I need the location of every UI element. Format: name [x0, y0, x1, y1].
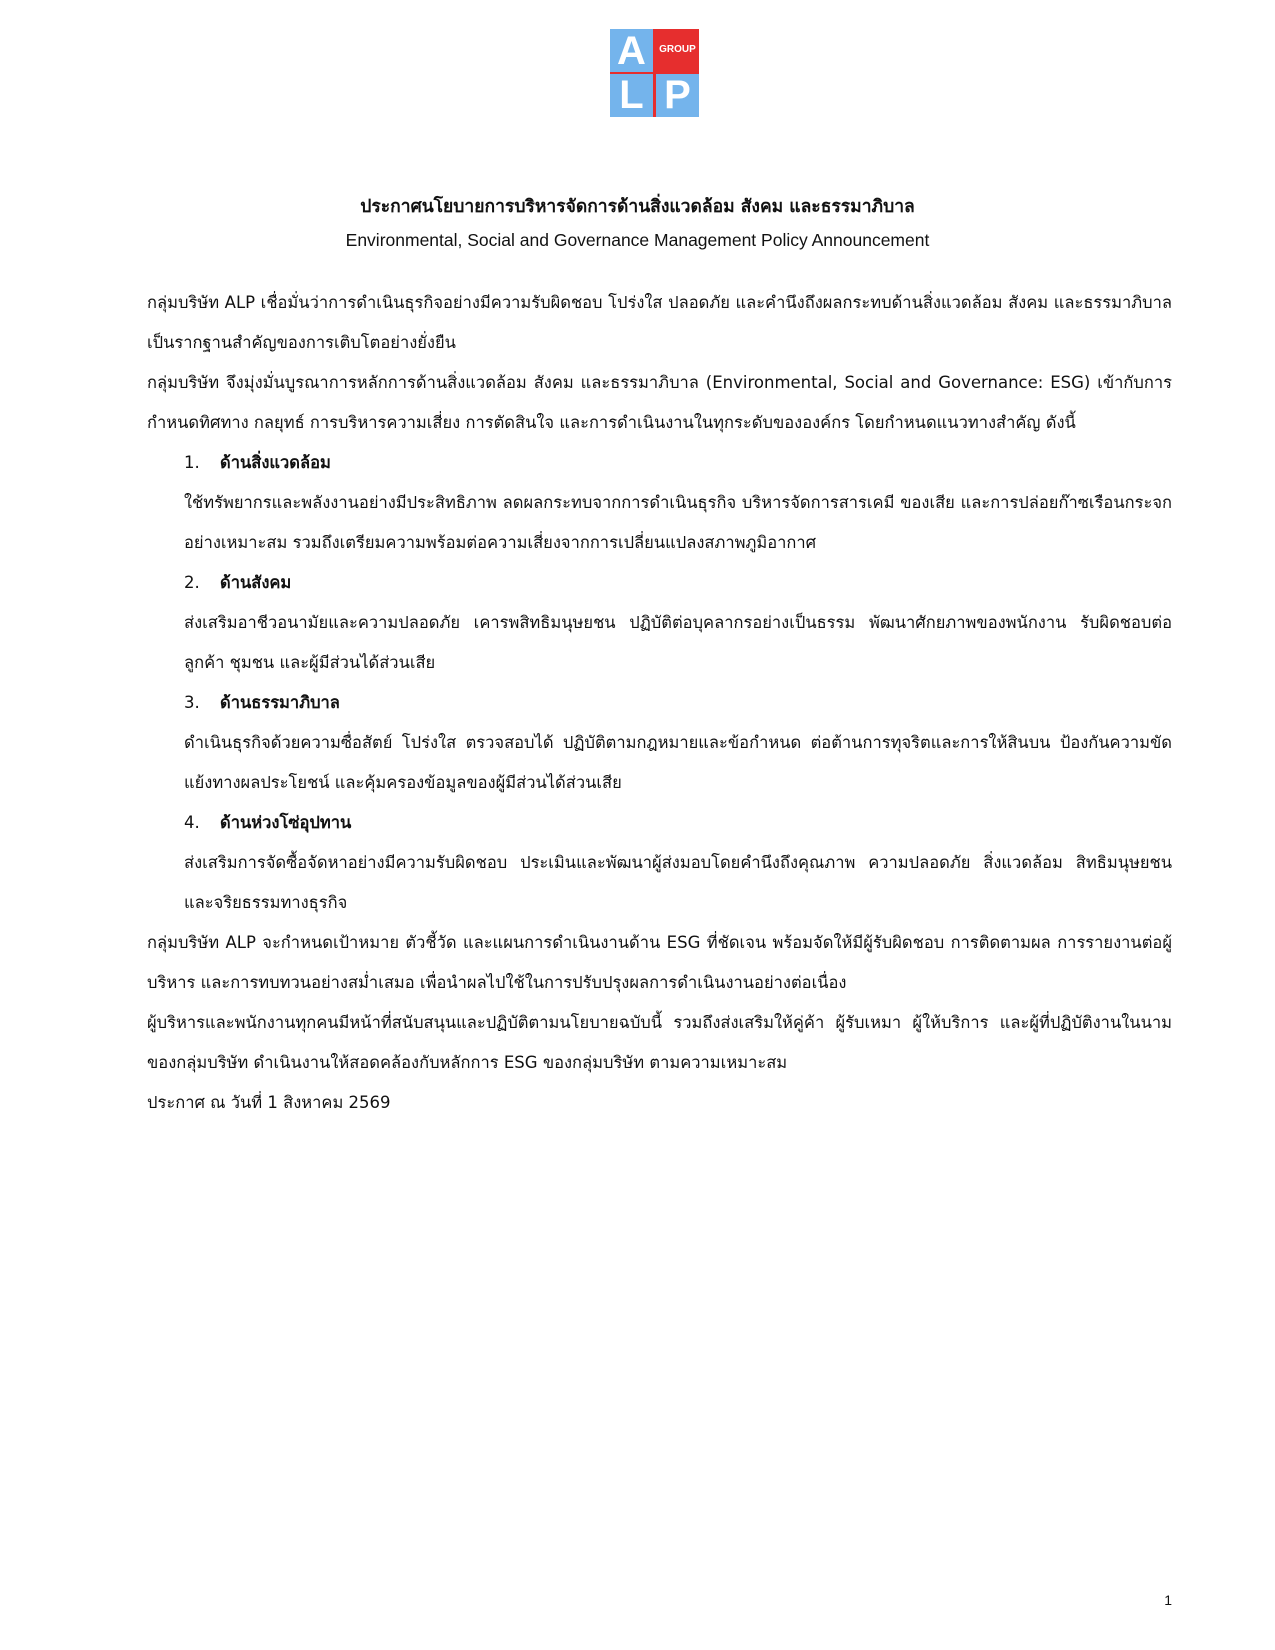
policy-item-text: ส่งเสริมการจัดซื้อจัดหาอย่างมีความรับผิดชอบ ประเมินและพัฒนาผู้ส่งมอบโดยคำนึงถึงคุณภาพ ความปลอดภัย สิ่งแวดล้อม สิทธิมนุษยชน และจริยธรรมทางธุรกิจ	[184, 853, 1172, 912]
alp-group-logo	[610, 29, 699, 117]
policy-item	[184, 803, 1172, 923]
policy-item-text: ดำเนินธุรกิจด้วยความซื่อสัตย์ โปร่งใส ตรวจสอบได้ ปฏิบัติตามกฎหมายและข้อกำหนด ต่อต้านการทุจริตและการให้สินบน ป้องกันความขัดแย้งทางผลประโยชน์ และคุ้มครองข้อมูลของผู้มีส่วนได้ส่วนเสีย	[184, 733, 1172, 792]
policy-item	[184, 563, 1172, 683]
policy-item-number: 1.	[184, 453, 200, 472]
document-body	[147, 283, 1172, 1123]
logo-letter-l: L	[619, 73, 644, 117]
closing-paragraph-1: กลุ่มบริษัท ALP จะกำหนดเป้าหมาย ตัวชี้วัด และแผนการดำเนินงานด้าน ESG ที่ชัดเจน พร้อมจัดให้มีผู้รับผิดชอบ การติดตามผล การรายงานต่อผู้บริหาร และการทบทวนอย่างสม่ำเสมอ เพื่อนำผลไปใช้ในการปรับปรุงผลการดำเนินงานอย่างต่อเนื่อง	[147, 933, 1172, 992]
policy-item-heading	[184, 803, 1172, 843]
policy-item-title: ด้านสังคม	[220, 573, 292, 592]
policy-item-text: ส่งเสริมอาชีวอนามัยและความปลอดภัย เคารพสิทธิมนุษยชน ปฏิบัติต่อบุคลากรอย่างเป็นธรรม พัฒนาศักยภาพของพนักงาน รับผิดชอบต่อลูกค้า ชุมชน และผู้มีส่วนได้ส่วนเสีย	[184, 613, 1172, 672]
policy-item-title: ด้านห่วงโซ่อุปทาน	[220, 813, 352, 832]
policy-item-title: ด้านสิ่งแวดล้อม	[220, 453, 331, 472]
policy-item-heading	[184, 563, 1172, 603]
closing-paragraph-2: ผู้บริหารและพนักงานทุกคนมีหน้าที่สนับสนุนและปฏิบัติตามนโยบายฉบับนี้ รวมถึงส่งเสริมให้คู่ค้า ผู้รับเหมา ผู้ให้บริการ และผู้ที่ปฏิบัติงานในนามของกลุ่มบริษัท ดำเนินงานให้สอดคล้องกับหลักการ ESG ของกลุ่มบริษัท ตามความเหมาะสม	[147, 1013, 1172, 1072]
policy-item-heading	[184, 683, 1172, 723]
intro-paragraph-2: กลุ่มบริษัท จึงมุ่งมั่นบูรณาการหลักการด้านสิ่งแวดล้อม สังคม และธรรมาภิบาล (Environmental, Social and Governance: ESG) เข้ากับการกำหนดทิศทาง กลยุทธ์ การบริหารความเสี่ยง การตัดสินใจ และการดำเนินงานในทุกระดับขององค์กร โดยกำหนดแนวทางสำคัญ ดังนี้	[147, 373, 1172, 432]
policy-item	[184, 683, 1172, 803]
document-title-thai: ประกาศนโยบายการบริหารจัดการด้านสิ่งแวดล้อม สังคม และธรรมาภิบาล	[360, 197, 915, 217]
policy-item	[184, 443, 1172, 563]
policy-item-number: 3.	[184, 693, 200, 712]
logo-letter-p: P	[664, 73, 691, 117]
policy-item-title: ด้านธรรมาภิบาล	[220, 693, 340, 712]
announcement-date: ประกาศ ณ วันที่ 1 สิงหาคม 2569	[147, 1093, 391, 1112]
page-number: 1	[1164, 1592, 1172, 1608]
policy-item-number: 4.	[184, 813, 200, 832]
document-title-english: Environmental, Social and Governance Management Policy Announcement	[345, 230, 930, 250]
logo-group-text: GROUP	[659, 44, 696, 55]
intro-paragraph-1: กลุ่มบริษัท ALP เชื่อมั่นว่าการดำเนินธุรกิจอย่างมีความรับผิดชอบ โปร่งใส ปลอดภัย และคำนึงถึงผลกระทบด้านสิ่งแวดล้อม สังคม และธรรมาภิบาล เป็นรากฐานสำคัญของการเติบโตอย่างยั่งยืน	[147, 293, 1172, 352]
policy-item-heading	[184, 443, 1172, 483]
logo-letter-a: A	[617, 29, 646, 73]
policy-item-text: ใช้ทรัพยากรและพลังงานอย่างมีประสิทธิภาพ ลดผลกระทบจากการดำเนินธุรกิจ บริหารจัดการสารเคมี ของเสีย และการปล่อยก๊าซเรือนกระจกอย่างเหมาะสม รวมถึงเตรียมความพร้อมต่อความเสี่ยงจากการเปลี่ยนแปลงสภาพภูมิอากาศ	[184, 493, 1172, 552]
policy-item-number: 2.	[184, 573, 200, 592]
